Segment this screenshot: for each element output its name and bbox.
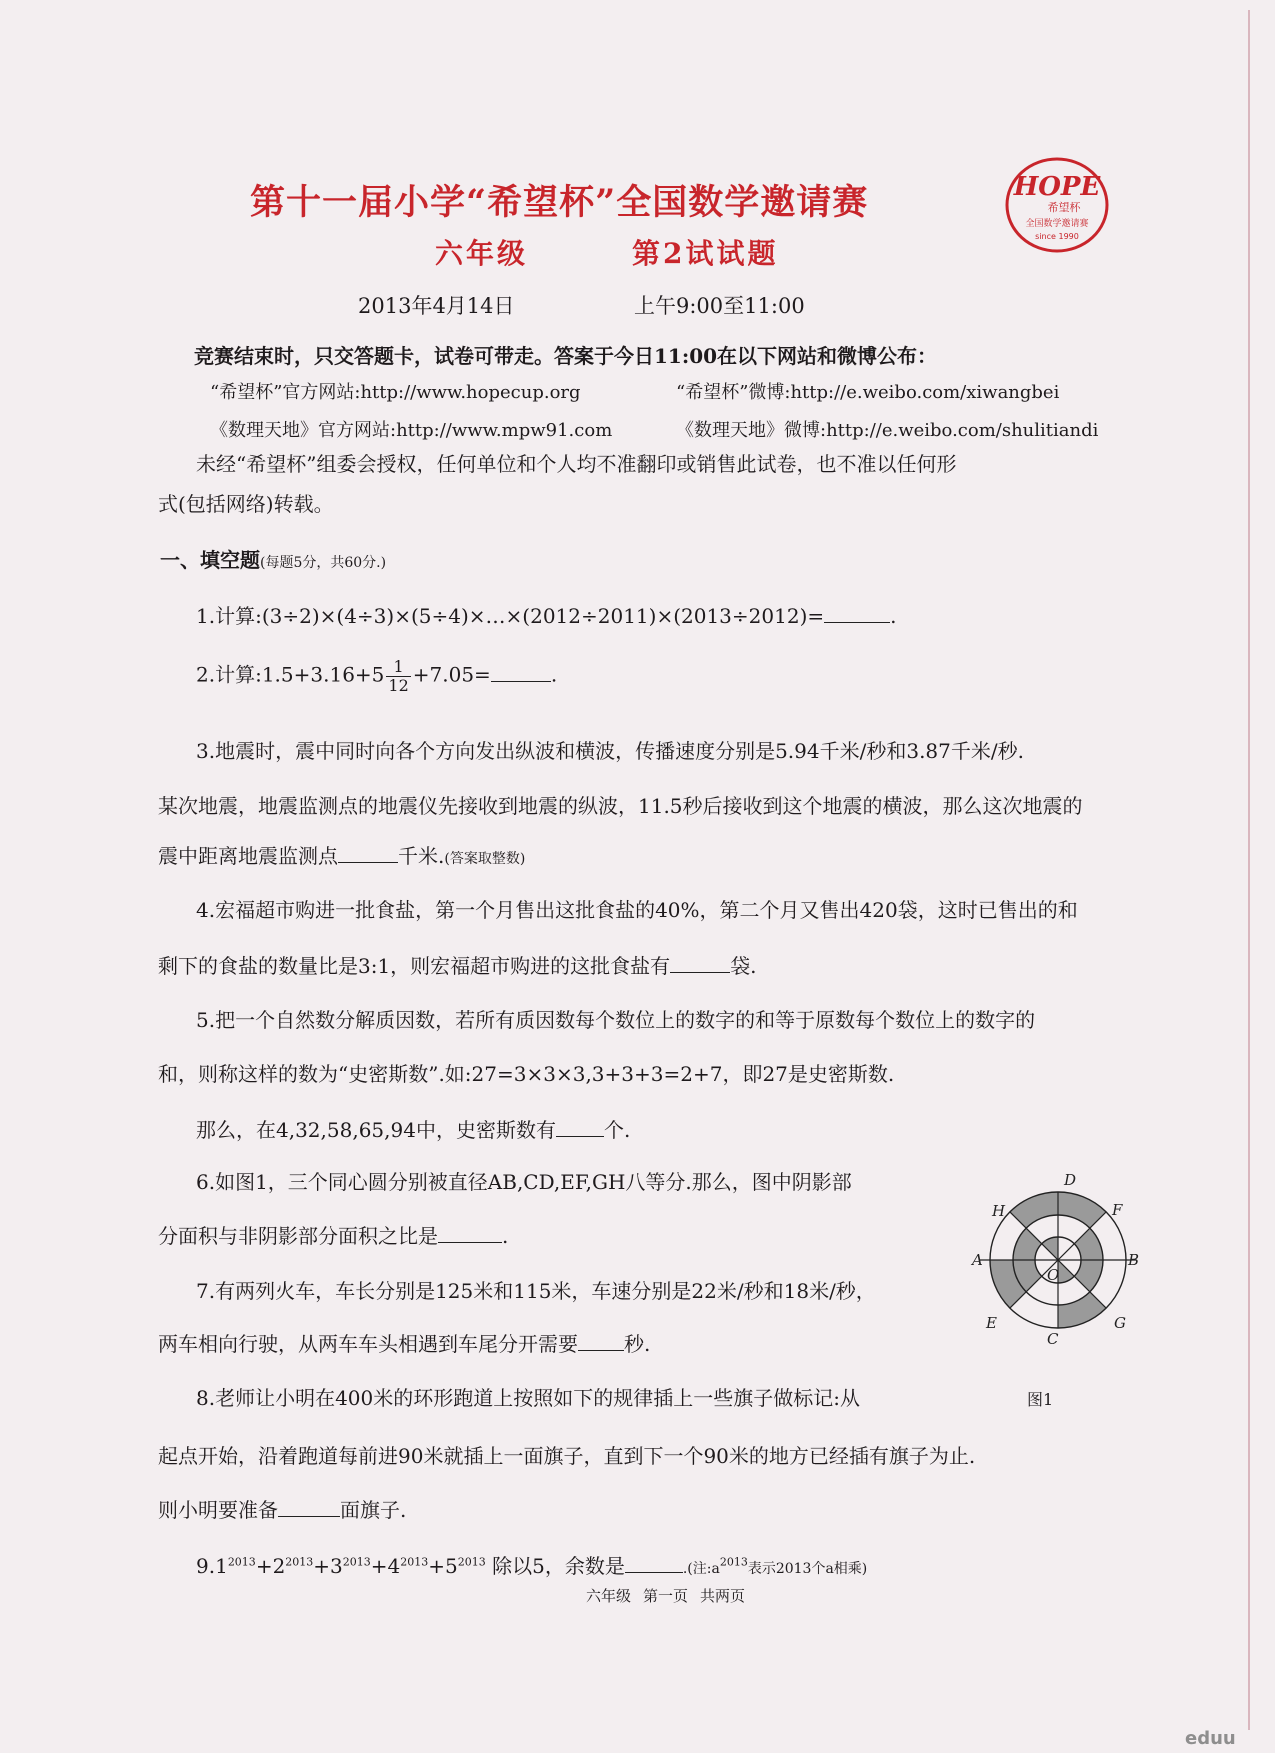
round-label: 第2试试题 xyxy=(632,237,779,270)
figure-caption: 图1 xyxy=(1027,1390,1054,1409)
question-9: $9.1^{2013}+2^{2013}+3^{2013}+4^{2013}+5^{2013}$ 除以5，余数是 .(注$:a^{2013}$表示2013个a相乘) xyxy=(196,1554,868,1578)
binding-edge-line xyxy=(1248,10,1250,1730)
question-8-line-2: 起点开始，沿着跑道每前进90米就插上一面旗子，直到下一个90米的地方已经插有旗子为止. xyxy=(158,1444,976,1468)
label-b: B xyxy=(1128,1251,1140,1269)
exam-title: 第十一届小学“希望杯”全国数学邀请赛 xyxy=(250,182,869,223)
logo-brand: HOPE xyxy=(1013,172,1101,202)
question-7-line-2: 两车相向行驶，从两车车头相遇到车尾分开需要 秒. xyxy=(158,1332,651,1356)
question-5-line-2: 和，则称这样的数为“史密斯数”.如:27=3×3×3,3+3+3=2+7，即27是史密斯数. xyxy=(158,1062,895,1086)
label-f: F xyxy=(1112,1201,1123,1219)
answer-blank-7 xyxy=(578,1350,624,1351)
footer-page: 第一页 xyxy=(643,1587,689,1605)
logo-cn-name: 希望杯 xyxy=(1047,201,1081,214)
answer-blank-5 xyxy=(556,1136,604,1137)
answer-blank-3 xyxy=(338,862,398,863)
footer-total: 共两页 xyxy=(700,1587,746,1605)
hopecup-site: “希望杯”官方网站:http://www.hopecup.org xyxy=(210,382,581,403)
answer-blank-6 xyxy=(438,1242,502,1243)
section-title-text: 一、填空题 xyxy=(160,548,260,572)
question-1: 1.计算:(3÷2)×(4÷3)×(5÷4)×…×(2012÷2011)×(2013÷2012)= . xyxy=(196,604,897,628)
answer-blank-9 xyxy=(625,1572,683,1573)
copyright-line-2: 式(包括网络)转载。 xyxy=(158,492,334,516)
page-footer xyxy=(580,1585,751,1606)
watermark: eduu xyxy=(1185,1728,1236,1749)
question-6-line-1: 6.如图1，三个同心圆分别被直径AB,CD,EF,GH八等分.那么，图中阴影部 xyxy=(196,1170,852,1194)
question-8-line-1: 8.老师让小明在400米的环形跑道上按照如下的规律插上一些旗子做标记:从 xyxy=(196,1386,860,1410)
answer-blank-1 xyxy=(824,622,890,623)
exam-time: 上午9:00至11:00 xyxy=(634,294,805,318)
concentric-circles-figure xyxy=(968,1168,1148,1358)
question-7-line-1: 7.有两列火车，车长分别是125米和115米，车速分别是22米/秒和18米/秒， xyxy=(196,1279,876,1303)
label-h: H xyxy=(992,1202,1006,1220)
label-d: D xyxy=(1064,1171,1077,1189)
mpw-site: 《数理天地》官方网站:http://www.mpw91.com xyxy=(210,420,613,441)
question-5-line-1: 5.把一个自然数分解质因数，若所有质因数每个数位上的数字的和等于原数每个数位上的数字的 xyxy=(196,1008,1036,1032)
mpw-weibo: 《数理天地》微博:http://e.weibo.com/shulitiandi xyxy=(676,420,1099,441)
question-3-line-1: 3.地震时，震中同时向各个方向发出纵波和横波，传播速度分别是5.94千米/秒和3.87千米/秒. xyxy=(196,739,1024,763)
label-c: C xyxy=(1047,1330,1059,1348)
answer-blank-8 xyxy=(278,1516,340,1517)
mixed-fraction: $\frac{1}{12}$ xyxy=(388,657,409,695)
label-o: O xyxy=(1047,1266,1060,1284)
exam-date: 2013年4月14日 xyxy=(358,294,515,318)
question-4-line-2: 剩下的食盐的数量比是3:1，则宏福超市购进的这批食盐有 袋. xyxy=(158,954,757,978)
question-1-text: 1.计算:(3÷2)×(4÷3)×(5÷4)×…×(2012÷2011)×(2013÷2012)= xyxy=(196,604,825,628)
question-8-line-3: 则小明要准备 面旗子. xyxy=(158,1498,407,1522)
logo-since: since 1990 xyxy=(1035,232,1079,241)
question-3-line-2: 某次地震，地震监测点的地震仪先接收到地震的纵波，11.5秒后接收到这个地震的横波，那么这次地震的 xyxy=(158,794,1083,818)
answer-blank-2 xyxy=(491,681,551,682)
hopecup-weibo: “希望杯”微博:http://e.weibo.com/xiwangbei xyxy=(676,382,1060,403)
section-title xyxy=(160,544,386,573)
question-3-note: (答案取整数) xyxy=(444,851,526,867)
logo-cn-sub: 全国数学邀请赛 xyxy=(1025,219,1089,229)
question-6-line-2: 分面积与非阴影部分面积之比是 . xyxy=(158,1224,509,1248)
answer-blank-4 xyxy=(670,972,730,973)
question-2-post: +7.05= xyxy=(412,662,491,687)
question-2-pre: 2.计算:1.5+3.16+5 xyxy=(196,662,385,687)
notice-line: 竞赛结束时，只交答题卡，试卷可带走。答案于今日11:00在以下网站和微博公布： xyxy=(194,344,938,368)
footer-grade: 六年级 xyxy=(586,1587,632,1605)
question-2: 2.计算:1.5+3.16+5 $\frac{1}{12}$ +7.05= . xyxy=(196,657,558,695)
grade-label: 六年级 xyxy=(435,237,529,270)
question-4-line-1: 4.宏福超市购进一批食盐，第一个月售出这批食盐的40%，第二个月又售出420袋，这时已售出的和 xyxy=(196,898,1078,922)
hope-cup-logo xyxy=(1004,155,1110,255)
question-5-line-3: 那么，在4,32,58,65,94中，史密斯数有 个. xyxy=(196,1118,631,1142)
label-g: G xyxy=(1114,1314,1126,1332)
label-e: E xyxy=(986,1314,997,1332)
label-a: A xyxy=(972,1251,983,1269)
copyright-line-1: 未经“希望杯”组委会授权，任何单位和个人均不准翻印或销售此试卷，也不准以任何形 xyxy=(196,452,957,476)
section-note: (每题5分，共60分.) xyxy=(260,555,387,571)
question-3-line-3: 震中距离地震监测点 千米.(答案取整数) xyxy=(158,844,526,868)
